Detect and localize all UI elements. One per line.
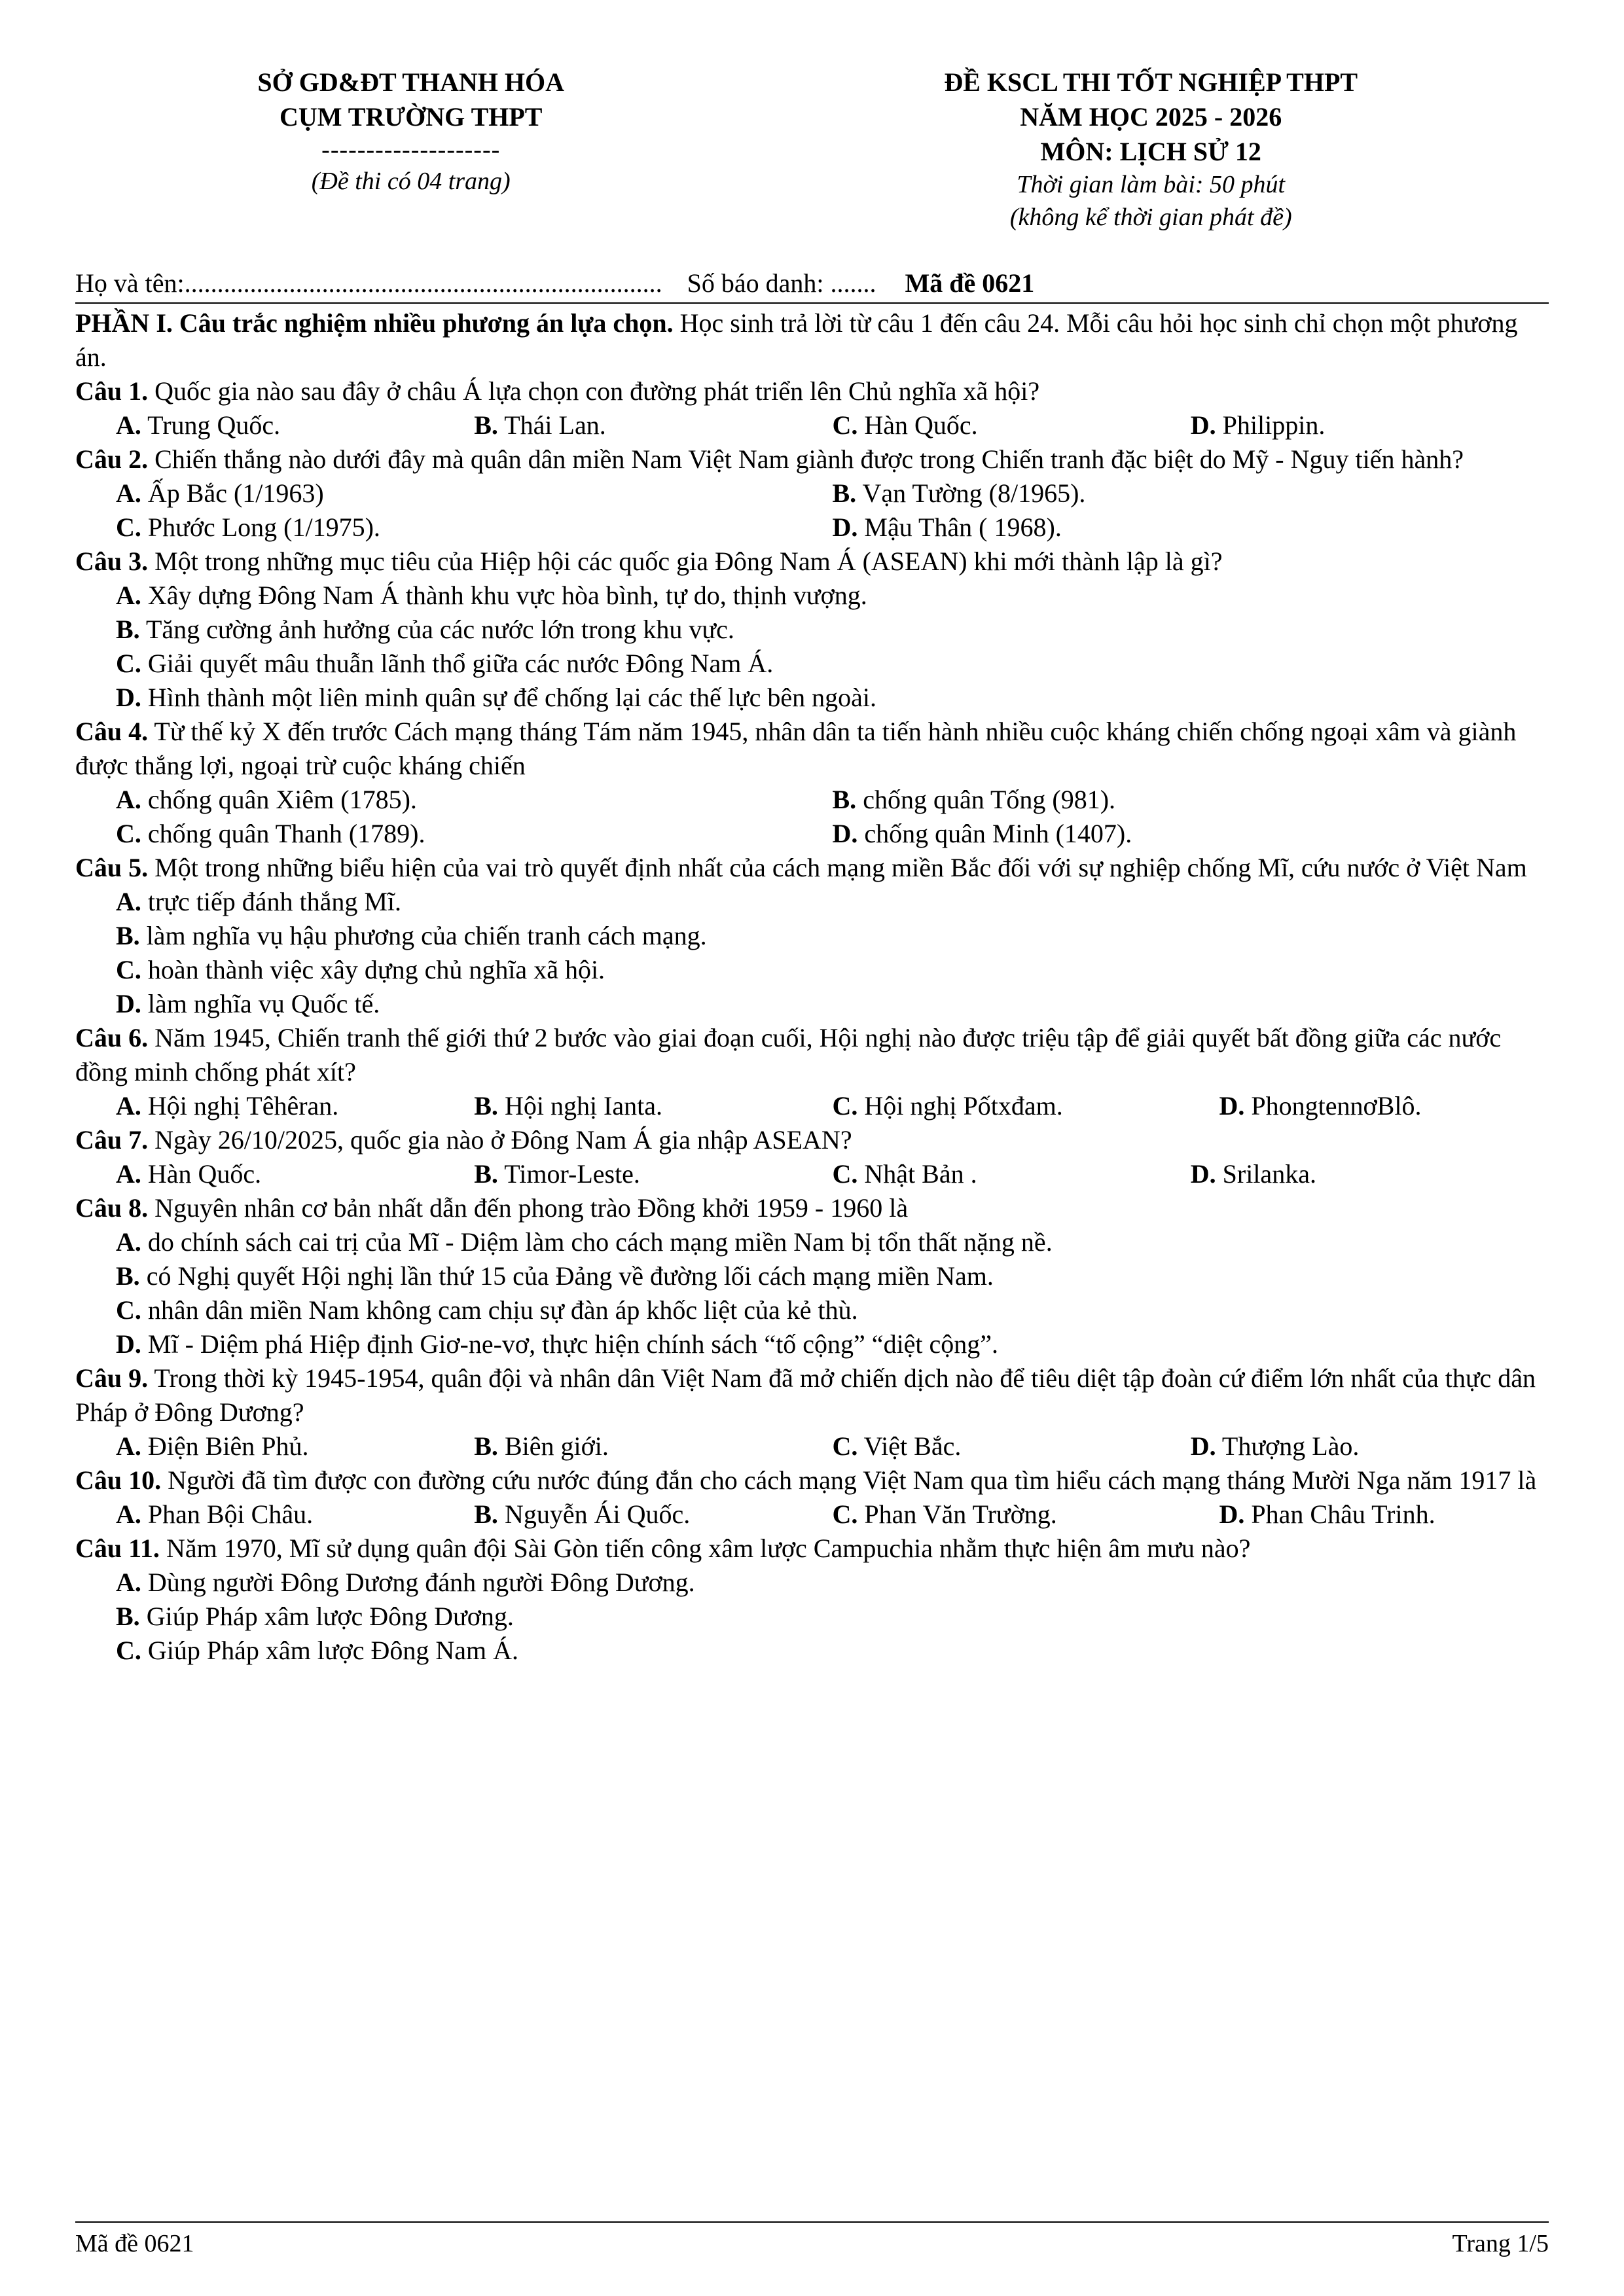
option-label: A. bbox=[116, 785, 141, 815]
option-label: A. bbox=[116, 410, 141, 440]
option-c[interactable] bbox=[75, 953, 1549, 987]
option-text: Phan Châu Trinh. bbox=[1251, 1499, 1435, 1530]
option-a[interactable] bbox=[116, 783, 833, 817]
question-number: Câu 1. bbox=[75, 376, 149, 406]
subject-name: MÔN: LỊCH SỬ 12 bbox=[1040, 136, 1261, 166]
option-text: có Nghị quyết Hội nghị lần thứ 15 của Đảng về đường lối cách mạng miền Nam. bbox=[146, 1261, 994, 1291]
page-count-note: (Đề thi có 04 trang) bbox=[311, 168, 511, 196]
footer-page-number: Trang 1/5 bbox=[1452, 2230, 1549, 2257]
header-rule bbox=[75, 302, 1549, 304]
option-label: A. bbox=[116, 1159, 141, 1189]
option-label: D. bbox=[1190, 410, 1216, 440]
option-label: B. bbox=[116, 1602, 140, 1632]
option-c[interactable] bbox=[833, 408, 1191, 442]
header-divider-dashes: -------------------- bbox=[321, 135, 501, 164]
question-7 bbox=[75, 1123, 1549, 1157]
section-intro bbox=[75, 306, 1549, 374]
option-label: C. bbox=[116, 1636, 141, 1666]
option-text: Nguyễn Ái Quốc. bbox=[504, 1499, 691, 1530]
option-label: A. bbox=[116, 581, 141, 611]
question-8 bbox=[75, 1191, 1549, 1225]
name-blank-field[interactable]: ......................................................................... bbox=[184, 268, 662, 298]
option-a[interactable] bbox=[116, 1089, 474, 1123]
options-row-q4-ab bbox=[75, 783, 1549, 817]
option-text: trực tiếp đánh thắng Mĩ. bbox=[147, 887, 402, 917]
option-text: chống quân Xiêm (1785). bbox=[147, 785, 417, 815]
option-c[interactable] bbox=[75, 1293, 1549, 1327]
option-text: Điện Biên Phủ. bbox=[147, 1431, 309, 1462]
option-text: Thái Lan. bbox=[504, 410, 606, 440]
option-label: A. bbox=[116, 1431, 141, 1462]
question-10 bbox=[75, 1463, 1549, 1498]
option-text: làm nghĩa vụ hậu phương của chiến tranh cách mạng. bbox=[146, 921, 707, 951]
option-d[interactable] bbox=[75, 987, 1549, 1021]
question-number: Câu 3. bbox=[75, 547, 149, 577]
option-c[interactable] bbox=[833, 1498, 1219, 1532]
option-label: B. bbox=[474, 1091, 498, 1121]
option-label: B. bbox=[116, 615, 140, 645]
section-title: PHẦN I. Câu trắc nghiệm nhiều phương án lựa chọn. bbox=[75, 308, 674, 338]
option-label: C. bbox=[116, 649, 141, 679]
option-text: Philippin. bbox=[1222, 410, 1326, 440]
option-a[interactable] bbox=[116, 476, 833, 511]
question-text: Chiến thắng nào dưới đây mà quân dân miền Nam Việt Nam giành được trong Chiến tranh đặc biệt do Mỹ - Nguy tiến hành? bbox=[154, 444, 1464, 475]
question-text: Người đã tìm được con đường cứu nước đúng đắn cho cách mạng Việt Nam qua tìm hiểu cách mạng tháng Mười Nga năm 1917 là bbox=[168, 1465, 1537, 1496]
options-row-q9 bbox=[75, 1429, 1549, 1463]
option-text: Ấp Bắc (1/1963) bbox=[147, 478, 324, 509]
option-label: B. bbox=[116, 1261, 140, 1291]
option-text: Phước Long (1/1975). bbox=[147, 512, 380, 543]
question-text: Năm 1945, Chiến tranh thế giới thứ 2 bước vào giai đoạn cuối, Hội nghị nào được triệu tập để giải quyết bất đồng giữa các nước đồng minh chống phát xít? bbox=[75, 1023, 1502, 1087]
question-number: Câu 10. bbox=[75, 1465, 162, 1496]
option-text: Giúp Pháp xâm lược Đông Dương. bbox=[146, 1602, 514, 1632]
option-label: A. bbox=[116, 1499, 141, 1530]
option-text: Nhật Bản . bbox=[864, 1159, 977, 1189]
question-4 bbox=[75, 715, 1549, 783]
option-b[interactable] bbox=[833, 476, 1549, 511]
option-label: B. bbox=[474, 1499, 498, 1530]
header-left-block bbox=[75, 65, 753, 234]
option-text: chống quân Thanh (1789). bbox=[147, 819, 425, 849]
question-text: Nguyên nhân cơ bản nhất dẫn đến phong trào Đồng khởi 1959 - 1960 là bbox=[154, 1193, 909, 1223]
option-b[interactable] bbox=[474, 408, 832, 442]
question-number: Câu 11. bbox=[75, 1534, 160, 1564]
options-row-q2-ab bbox=[75, 476, 1549, 511]
option-text: Dùng người Đông Dương đánh người Đông Dương. bbox=[147, 1568, 695, 1598]
option-text: nhân dân miền Nam không cam chịu sự đàn áp khốc liệt của kẻ thù. bbox=[147, 1295, 858, 1325]
option-text: làm nghĩa vụ Quốc tế. bbox=[147, 989, 380, 1019]
question-number: Câu 2. bbox=[75, 444, 149, 475]
option-a[interactable] bbox=[75, 885, 1549, 919]
header-right-block bbox=[753, 65, 1549, 234]
question-1 bbox=[75, 374, 1549, 408]
exam-duration: Thời gian làm bài: 50 phút bbox=[1017, 171, 1286, 199]
option-label: D. bbox=[832, 819, 858, 849]
option-text: Mĩ - Diệm phá Hiệp định Giơ-ne-vơ, thực hiện chính sách “tố cộng” “diệt cộng”. bbox=[147, 1329, 999, 1359]
option-label: D. bbox=[1190, 1431, 1216, 1462]
question-number: Câu 7. bbox=[75, 1125, 149, 1155]
option-c[interactable] bbox=[833, 1157, 1191, 1191]
option-label: C. bbox=[116, 512, 141, 543]
option-label: B. bbox=[474, 1159, 498, 1189]
document-footer bbox=[75, 2216, 1549, 2258]
question-text: Từ thế kỷ X đến trước Cách mạng tháng Tám năm 1945, nhân dân ta tiến hành nhiều cuộc kháng chiến chống ngoại xâm và giành được thắng lợi, ngoại trừ cuộc kháng chiến bbox=[75, 717, 1517, 781]
options-row-q10 bbox=[75, 1498, 1549, 1532]
question-6 bbox=[75, 1021, 1549, 1089]
option-text: Xây dựng Đông Nam Á thành khu vực hòa bình, tự do, thịnh vượng. bbox=[147, 581, 867, 611]
options-row-q4-cd bbox=[75, 817, 1549, 851]
option-text: Giải quyết mâu thuẫn lãnh thổ giữa các nước Đông Nam Á. bbox=[147, 649, 774, 679]
question-number: Câu 9. bbox=[75, 1363, 149, 1393]
option-label: D. bbox=[1190, 1159, 1216, 1189]
option-d[interactable] bbox=[1191, 1429, 1549, 1463]
option-b[interactable] bbox=[75, 1600, 1549, 1634]
option-label: B. bbox=[116, 921, 140, 951]
option-d[interactable] bbox=[75, 681, 1549, 715]
option-label: C. bbox=[832, 1431, 858, 1462]
option-text: Hội nghị Ianta. bbox=[504, 1091, 662, 1121]
option-label: A. bbox=[116, 1568, 141, 1598]
options-row-q2-cd bbox=[75, 511, 1549, 545]
option-label: B. bbox=[474, 1431, 498, 1462]
option-d[interactable] bbox=[1191, 408, 1549, 442]
question-number: Câu 6. bbox=[75, 1023, 149, 1053]
option-b[interactable] bbox=[75, 613, 1549, 647]
options-row-q1 bbox=[75, 408, 1549, 442]
option-a[interactable] bbox=[116, 1157, 474, 1191]
option-label: D. bbox=[1219, 1091, 1245, 1121]
option-c[interactable] bbox=[75, 1634, 1549, 1668]
option-a[interactable] bbox=[116, 408, 474, 442]
name-label: Họ và tên: bbox=[75, 268, 185, 298]
option-label: C. bbox=[116, 1295, 141, 1325]
option-text: Hàn Quốc. bbox=[147, 1159, 262, 1189]
option-label: D. bbox=[116, 1329, 141, 1359]
option-label: C. bbox=[832, 1499, 858, 1530]
option-text: Biên giới. bbox=[504, 1431, 609, 1462]
option-text: Srilanka. bbox=[1222, 1159, 1316, 1189]
question-text: Một trong những biểu hiện của vai trò quyết định nhất của cách mạng miền Bắc đối với sự nghiệp chống Mĩ, cứu nước ở Việt Nam bbox=[154, 853, 1527, 883]
question-11 bbox=[75, 1532, 1549, 1566]
option-a[interactable] bbox=[75, 579, 1549, 613]
option-text: Phan Bội Châu. bbox=[147, 1499, 314, 1530]
document-header bbox=[75, 65, 1549, 234]
option-a[interactable] bbox=[116, 1498, 474, 1532]
footer-rule bbox=[75, 2221, 1549, 2223]
option-label: C. bbox=[832, 1091, 858, 1121]
option-a[interactable] bbox=[75, 1566, 1549, 1600]
question-text: Trong thời kỳ 1945-1954, quân đội và nhân dân Việt Nam đã mở chiến dịch nào để tiêu diệt tập đoàn cứ điểm lớn nhất của thực dân Pháp ở Đông Dương? bbox=[75, 1363, 1536, 1427]
candidate-info-line bbox=[75, 268, 1549, 298]
option-b[interactable] bbox=[474, 1429, 832, 1463]
option-label: C. bbox=[832, 410, 858, 440]
department-name: SỞ GD&ĐT THANH HÓA bbox=[257, 67, 565, 97]
options-row-q7 bbox=[75, 1157, 1549, 1191]
option-text: Phan Văn Trường. bbox=[864, 1499, 1057, 1530]
option-label: A. bbox=[116, 887, 141, 917]
option-text: Việt Bắc. bbox=[863, 1431, 962, 1462]
options-row-q6 bbox=[75, 1089, 1549, 1123]
option-c[interactable] bbox=[116, 817, 833, 851]
option-text: Trung Quốc. bbox=[147, 410, 281, 440]
option-label: D. bbox=[116, 989, 141, 1019]
exam-duration-note: (không kể thời gian phát đề) bbox=[1009, 203, 1292, 231]
option-text: Tăng cường ảnh hưởng của các nước lớn trong khu vực. bbox=[145, 615, 734, 645]
question-text: Ngày 26/10/2025, quốc gia nào ở Đông Nam Á gia nhập ASEAN? bbox=[154, 1125, 852, 1155]
option-b[interactable] bbox=[474, 1157, 832, 1191]
question-number: Câu 4. bbox=[75, 717, 149, 747]
option-text: Hình thành một liên minh quân sự để chống lại các thế lực bên ngoài. bbox=[147, 683, 876, 713]
question-2 bbox=[75, 442, 1549, 476]
school-year: NĂM HỌC 2025 - 2026 bbox=[1020, 101, 1282, 132]
option-d[interactable] bbox=[1219, 1089, 1549, 1123]
option-text: Hàn Quốc. bbox=[864, 410, 978, 440]
question-number: Câu 5. bbox=[75, 853, 149, 883]
option-c[interactable] bbox=[116, 511, 833, 545]
option-d[interactable] bbox=[1219, 1498, 1549, 1532]
option-text: Vạn Tường (8/1965). bbox=[862, 478, 1086, 509]
option-text: Thượng Lào. bbox=[1221, 1431, 1360, 1462]
option-label: C. bbox=[116, 819, 141, 849]
question-5 bbox=[75, 851, 1549, 885]
option-label: C. bbox=[116, 955, 141, 985]
option-text: chống quân Tống (981). bbox=[863, 785, 1116, 815]
question-9 bbox=[75, 1361, 1549, 1429]
option-text: Giúp Pháp xâm lược Đông Nam Á. bbox=[147, 1636, 518, 1666]
option-b[interactable] bbox=[75, 1259, 1549, 1293]
option-text: Hội nghị Pốtxđam. bbox=[864, 1091, 1063, 1121]
option-d[interactable] bbox=[1191, 1157, 1549, 1191]
option-text: do chính sách cai trị của Mĩ - Diệm làm cho cách mạng miền Nam bị tổn thất nặng nề. bbox=[147, 1227, 1053, 1257]
option-text: Hội nghị Têhêran. bbox=[147, 1091, 339, 1121]
option-b[interactable] bbox=[75, 919, 1549, 953]
option-label: A. bbox=[116, 1227, 141, 1257]
option-a[interactable] bbox=[75, 1225, 1549, 1259]
question-text: Năm 1970, Mĩ sử dụng quân đội Sài Gòn tiến công xâm lược Campuchia nhằm thực hiện âm mưu nào? bbox=[166, 1534, 1251, 1564]
option-label: A. bbox=[116, 478, 141, 509]
option-label: B. bbox=[474, 410, 498, 440]
section-description: Học sinh trả lời từ câu 1 đến câu 24. Mỗi câu hỏi học sinh chỉ chọn một phương án. bbox=[75, 308, 1518, 372]
option-d[interactable] bbox=[75, 1327, 1549, 1361]
option-text: PhongtennơBlô. bbox=[1251, 1091, 1422, 1121]
exam-title: ĐỀ KSCL THI TỐT NGHIỆP THPT bbox=[944, 67, 1358, 97]
option-text: hoàn thành việc xây dựng chủ nghĩa xã hội. bbox=[147, 955, 605, 985]
option-a[interactable] bbox=[116, 1429, 474, 1463]
option-label: A. bbox=[116, 1091, 141, 1121]
option-label: D. bbox=[116, 683, 141, 713]
option-b[interactable] bbox=[474, 1498, 832, 1532]
option-label: D. bbox=[832, 512, 858, 543]
option-label: D. bbox=[1219, 1499, 1245, 1530]
option-c[interactable] bbox=[75, 647, 1549, 681]
footer-exam-code: Mã đề 0621 bbox=[75, 2230, 194, 2257]
question-3 bbox=[75, 545, 1549, 579]
question-number: Câu 8. bbox=[75, 1193, 149, 1223]
option-text: Mậu Thân ( 1968). bbox=[864, 512, 1062, 543]
option-text: Timor-Leste. bbox=[504, 1159, 640, 1189]
option-text: chống quân Minh (1407). bbox=[864, 819, 1132, 849]
option-c[interactable] bbox=[833, 1429, 1191, 1463]
option-b[interactable] bbox=[833, 783, 1549, 817]
option-label: B. bbox=[832, 785, 857, 815]
question-text: Một trong những mục tiêu của Hiệp hội các quốc gia Đông Nam Á (ASEAN) khi mới thành lập là gì? bbox=[154, 547, 1223, 577]
candidate-number-field[interactable]: Số báo danh: ....... bbox=[687, 268, 876, 298]
option-label: C. bbox=[832, 1159, 858, 1189]
option-c[interactable] bbox=[833, 1089, 1219, 1123]
question-text: Quốc gia nào sau đây ở châu Á lựa chọn con đường phát triển lên Chủ nghĩa xã hội? bbox=[154, 376, 1040, 406]
school-cluster-name: CỤM TRƯỜNG THPT bbox=[279, 101, 543, 132]
option-b[interactable] bbox=[474, 1089, 832, 1123]
option-label: B. bbox=[832, 478, 857, 509]
exam-code: Mã đề 0621 bbox=[905, 268, 1035, 298]
option-d[interactable] bbox=[833, 511, 1549, 545]
option-d[interactable] bbox=[833, 817, 1549, 851]
